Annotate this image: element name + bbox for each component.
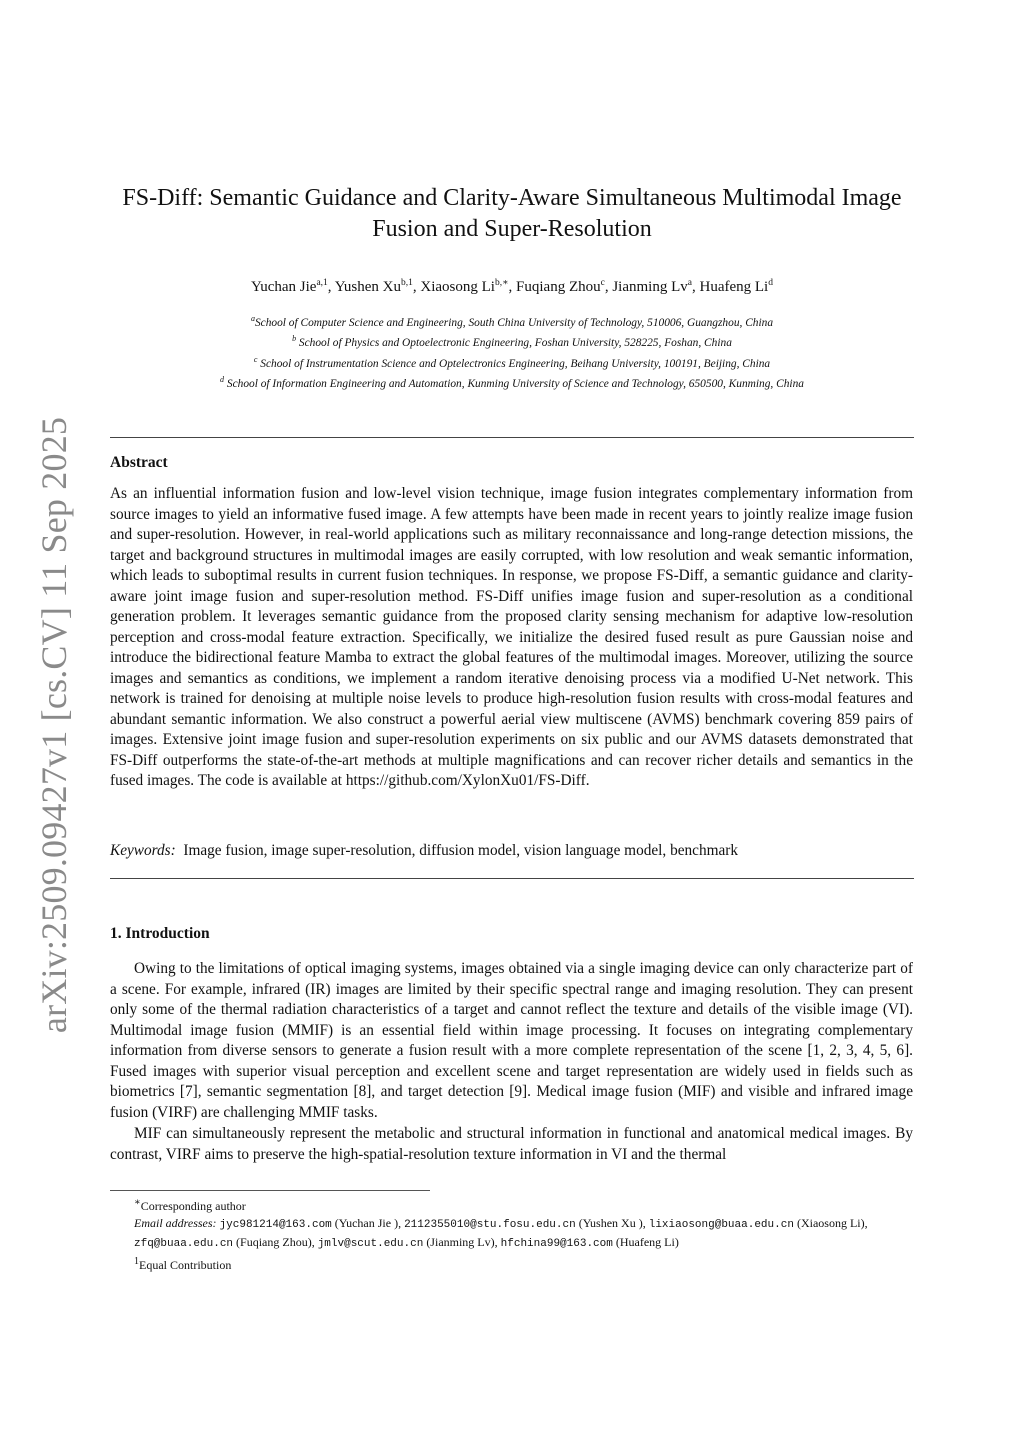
author: Xiaosong $Li^{b,∗}$, bbox=[420, 278, 517, 295]
affiliation-list bbox=[110, 311, 914, 392]
intro-paragraph-2: MIF can simultaneously represent the metabolic and structural information in functional and anatomical medical images. By contrast, VIRF aims to preserve the high-spatial-resolution texture information in VI and the thermal bbox=[110, 1125, 913, 1163]
author: Jianming Lv$^a$, bbox=[612, 278, 700, 295]
abstract-heading: Abstract bbox=[110, 454, 168, 471]
author: Fuqiang Zhou$^c$, bbox=[516, 278, 613, 295]
author: Yuchan Jie$^{a,1}$, bbox=[251, 278, 335, 295]
email-link[interactable]: zfq@buaa.edu.cn bbox=[134, 1238, 234, 1250]
author: Yushen Xu$^{b,1}$, bbox=[334, 278, 421, 295]
abstract-bottom-rule bbox=[110, 878, 914, 879]
footnote-equal-contribution: $^1$Equal Contribution bbox=[134, 1256, 232, 1272]
footnotes bbox=[110, 1194, 914, 1274]
title-line-2: Fusion and Super-Resolution bbox=[372, 216, 652, 242]
email-link[interactable]: jmlv@scut.edu.cn bbox=[317, 1238, 424, 1250]
keywords-text: Image fusion, image super-resolution, diffusion model, vision language model, benchmark bbox=[183, 842, 739, 859]
email-link[interactable]: 2112355010@stu.fosu.edu.cn bbox=[404, 1219, 576, 1231]
keywords-label: Keywords: bbox=[110, 842, 176, 859]
title-line-1: FS-Diff: Semantic Guidance and Clarity-Aware Simultaneous Multimodal Image bbox=[122, 185, 902, 211]
email-link[interactable]: lixiaosong@buaa.edu.cn bbox=[648, 1219, 794, 1231]
paper-title bbox=[110, 183, 914, 245]
section-heading-introduction: 1. Introduction bbox=[110, 925, 210, 942]
affiliation: $^d$ School of Information Engineering and Automation, Kunming University of Science and Technology, 650500, Kunming, China bbox=[220, 374, 804, 390]
affiliation: $^c$ School of Instrumentation Science and Optelectronics Engineering, Beihang University, 100191, Beijing, China bbox=[253, 354, 771, 370]
email-link[interactable]: hfchina99@163.com bbox=[500, 1238, 613, 1250]
affiliation: $^a$School of Computer Science and Engineering, South China University of Technology, 510006, Guangzhou, China bbox=[250, 314, 774, 329]
intro-paragraph-1: Owing to the limitations of optical imaging systems, images obtained via a single imaging device can only characterize part of a scene. For example, infrared (IR) images are limited by their specific spectral range and imaging resolution. They can present only some of the thermal radiation characteristics of a target and cannot reflect the texture and details of the visible image (VI). Multimodal image fusion (MMIF) is an essential field within image processing. It focuses on integrating complementary information from diverse sensors to generate a fusion result with a more complete representation of the scene [1, 2, 3, 4, 5, 6]. Fused images with superior visual perception and excellent scene and target representation are widely used in fields such as biometrics [7], semantic segmentation [8], and target detection [9]. Medical image fusion (MIF) and visible and infrared image fusion (VIRF) are challenging MMIF tasks. bbox=[110, 960, 913, 1121]
author: Huafeng Li$^d$ bbox=[699, 278, 773, 295]
keywords bbox=[110, 842, 914, 860]
footnote-emails: Email addresses: jyc981214@163.com (Yuchan Jie ), 2112355010@stu.fosu.edu.cn (Yushen Xu ), lixiaosong@buaa.edu.cn (Xiaosong Li), zfq@buaa.edu.cn (Fuqiang Zhou), jmlv@scut.edu.cn (Jianming Lv), hfchina99@163.com (Huafeng Li) bbox=[134, 1216, 868, 1250]
affiliation: $^b$ School of Physics and Optoelectronic Engineering, Foshan University, 528225, Foshan, China bbox=[292, 334, 732, 350]
author-list bbox=[110, 273, 914, 297]
email-link[interactable]: jyc981214@163.com bbox=[219, 1219, 332, 1231]
footnote-corresponding: ∗Corresponding author bbox=[134, 1197, 246, 1213]
abstract-top-rule bbox=[110, 437, 914, 438]
abstract-text: As an influential information fusion and low-level vision technique, image fusion integrates complementary information from source images to yield an informative fused image. A few attempts have been made in recent years to jointly realize image fusion and super-resolution. However, in real-world applications such as military reconnaissance and long-range detection missions, the target and background structures in multimodal images are easily corrupted, with low resolution and weak semantic information, which leads to suboptimal results in current fusion techniques. In response, we propose FS-Diff, a semantic guidance and clarity-aware joint image fusion and super-resolution method. FS-Diff unifies image fusion and super-resolution as a conditional generation problem. It leverages semantic guidance from the proposed clarity sensing mechanism for adaptive low-resolution perception and cross-modal feature extraction. Specifically, we initialize the desired fused result as pure Gaussian noise and introduce the bidirectional feature Mamba to extract the global features of the multimodal images. Moreover, utilizing the source images and semantics as conditions, we implement a random iterative denoising process via a modified U-Net network. This network is trained for denoising at multiple noise levels to produce high-resolution fusion results with cross-modal features and abundant semantic information. We also construct a powerful aerial view multiscene (AVMS) benchmark covering 859 pairs of images. Extensive joint image fusion and super-resolution experiments on six public and our AVMS datasets demonstrated that FS-Diff outperforms the state-of-the-art methods at multiple magnifications and can recover richer details and semantics in the fused images. The code is available at https://github.com/XylonXu01/FS-Diff. bbox=[110, 485, 913, 789]
arxiv-side-stamp: arXiv:2509.09427v1 [cs.CV] 11 Sep 2025 bbox=[34, 416, 74, 1034]
footnote-rule bbox=[110, 1190, 430, 1191]
